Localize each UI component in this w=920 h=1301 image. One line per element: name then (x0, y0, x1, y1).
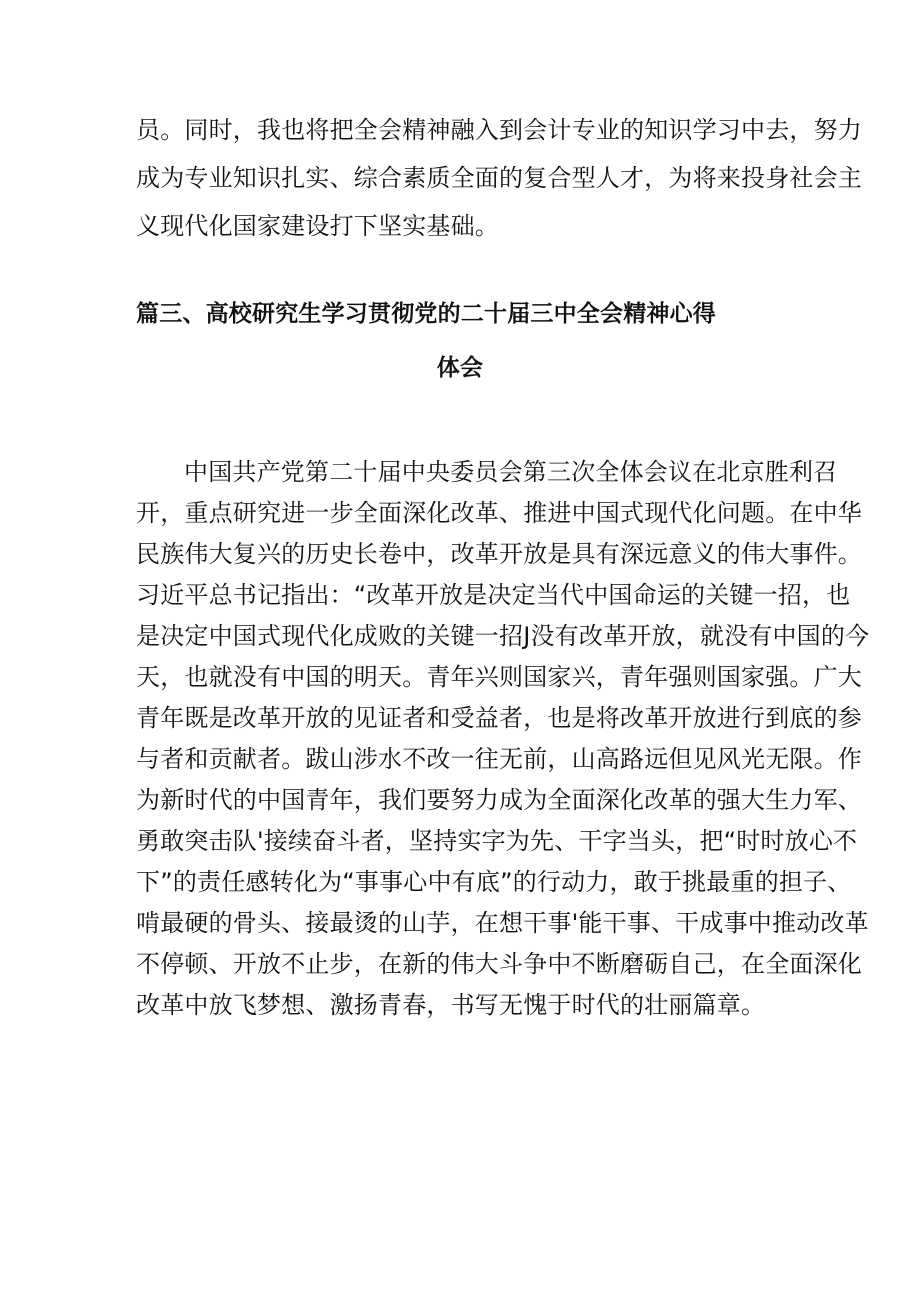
body-paragraph-line-4: 习近平总书记指出：“改革开放是决定当代中国命运的关键一招，也 (136, 581, 851, 609)
top-paragraph-line-3: 义现代化国家建设打下坚实基础。 (136, 212, 499, 240)
body-paragraph-line-10: 勇敢突击队'接续奋斗者，坚持实字为先、干字当头，把“时时放心不 (136, 827, 858, 855)
body-paragraph-line-1: 中国共产党第二十届中央委员会第三次全体会议在北京胜利召 (184, 458, 838, 486)
top-paragraph-line-1: 员。同时，我也将把全会精神融入到会计专业的知识学习中去，努力 (136, 116, 862, 144)
body-paragraph-line-6: 天，也就没有中国的明天。青年兴则国家兴，青年强则国家强。广大 (136, 663, 862, 691)
section-title-line-1: 篇三、高校研究生学习贯彻党的二十届三中全会精神心得 (136, 301, 716, 327)
body-paragraph-line-11: 下”的责任感转化为“事事心中有底”的行动力，敢于挑最重的担子、 (136, 868, 852, 896)
body-paragraph-line-13: 不停顿、开放不止步，在新的伟大斗争中不断磨砺自己，在全面深化 (136, 950, 862, 978)
section-title-line-2: 体会 (436, 355, 484, 381)
body-paragraph-line-7: 青年既是改革开放的见证者和受益者，也是将改革开放进行到底的参 (136, 704, 862, 732)
body-paragraph-line-12: 啃最硬的骨头、接最烫的山芋，在想干事'能干事、干成事中推动改革 (136, 909, 869, 937)
body-paragraph-line-2: 开，重点研究进一步全面深化改革、推进中国式现代化问题。在中华 (136, 499, 862, 527)
body-paragraph-line-14: 改革中放飞梦想、激扬青春，书写无愧于时代的壮丽篇章。 (136, 991, 766, 1019)
body-paragraph-line-9: 为新时代的中国青年，我们要努力成为全面深化改革的强大生力军、 (136, 786, 862, 814)
body-paragraph-line-3: 民族伟大复兴的历史长卷中，改革开放是具有深远意义的伟大事件。 (136, 540, 862, 568)
body-paragraph-line-5: 是决定中国式现代化成败的关键一招J没有改革开放，就没有中国的今 (136, 622, 870, 650)
body-paragraph-line-8: 与者和贡献者。跋山涉水不改一往无前，山高路远但见风光无限。作 (136, 745, 862, 773)
top-paragraph-line-2: 成为专业知识扎实、综合素质全面的复合型人才，为将来投身社会主 (136, 164, 862, 192)
